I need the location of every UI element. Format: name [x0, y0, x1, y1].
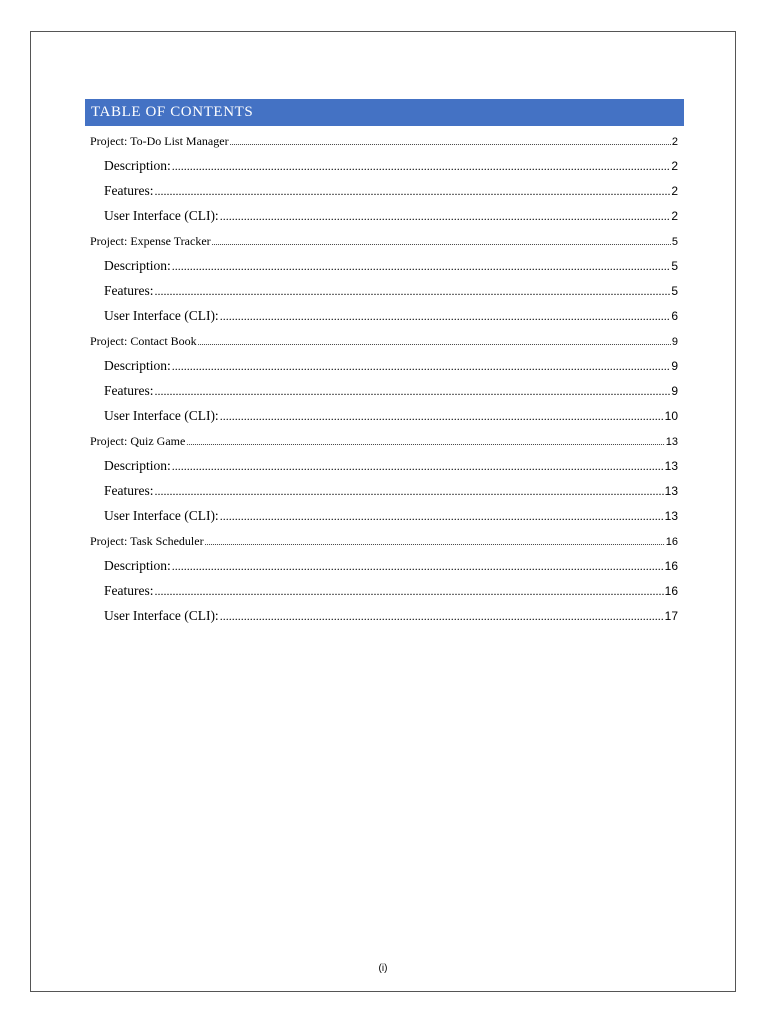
toc-entry[interactable] [90, 557, 678, 582]
toc-entry[interactable] [90, 207, 678, 232]
toc-entry-title: User Interface (CLI): [104, 208, 219, 223]
toc-entry[interactable] [90, 182, 678, 207]
toc-entry-title: Features: [104, 583, 154, 598]
dot-leader [198, 334, 671, 352]
toc-entry[interactable] [90, 132, 678, 157]
toc-entry-page: 13 [664, 459, 678, 473]
toc-entry[interactable] [90, 157, 678, 182]
toc-entry-title: Description: [104, 458, 171, 473]
toc-entry-title: Project: To-Do List Manager [90, 134, 229, 148]
toc-entry-page: 13 [664, 509, 678, 523]
toc-entry-page: 9 [671, 359, 678, 373]
dot-leader [220, 407, 664, 425]
toc-entry[interactable] [90, 232, 678, 257]
toc-entry-page: 13 [665, 436, 678, 448]
toc-entry-page: 10 [664, 409, 678, 423]
toc-entry-title: Features: [104, 183, 154, 198]
toc-entry-page: 5 [671, 236, 678, 248]
toc-entry-page: 9 [671, 336, 678, 348]
toc-entry-page: 9 [671, 384, 678, 398]
toc-entry[interactable] [90, 382, 678, 407]
dot-leader [172, 457, 664, 475]
toc-list [90, 132, 678, 632]
toc-entry[interactable] [90, 332, 678, 357]
toc-entry[interactable] [90, 507, 678, 532]
dot-leader [155, 482, 664, 500]
toc-entry-title: Project: Task Scheduler [90, 534, 204, 548]
dot-leader [230, 134, 671, 152]
toc-entry-page: 5 [671, 259, 678, 273]
toc-entry[interactable] [90, 257, 678, 282]
dot-leader [172, 357, 671, 375]
toc-entry[interactable] [90, 407, 678, 432]
toc-entry[interactable] [90, 307, 678, 332]
toc-entry[interactable] [90, 457, 678, 482]
dot-leader [155, 582, 664, 600]
dot-leader [155, 282, 671, 300]
dot-leader [212, 234, 671, 252]
dot-leader [172, 157, 671, 175]
dot-leader [172, 257, 671, 275]
toc-entry-title: Project: Expense Tracker [90, 234, 211, 248]
toc-entry-title: Description: [104, 358, 171, 373]
toc-entry-page: 17 [664, 609, 678, 623]
dot-leader [205, 534, 665, 552]
document-page [30, 31, 736, 992]
dot-leader [186, 434, 664, 452]
toc-entry-page: 2 [671, 159, 678, 173]
toc-entry-title: User Interface (CLI): [104, 508, 219, 523]
toc-entry-page: 16 [664, 584, 678, 598]
toc-entry-title: Features: [104, 283, 154, 298]
dot-leader [155, 382, 671, 400]
toc-entry-title: Description: [104, 558, 171, 573]
page-number: (i) [378, 963, 388, 974]
dot-leader [220, 307, 671, 325]
toc-entry[interactable] [90, 582, 678, 607]
dot-leader [172, 557, 664, 575]
dot-leader [220, 207, 671, 225]
toc-entry[interactable] [90, 607, 678, 632]
dot-leader [220, 607, 664, 625]
toc-entry-page: 6 [671, 309, 678, 323]
toc-entry-page: 2 [671, 184, 678, 198]
toc-entry-page: 2 [671, 136, 678, 148]
toc-entry[interactable] [90, 282, 678, 307]
toc-entry-title: User Interface (CLI): [104, 408, 219, 423]
toc-entry[interactable] [90, 532, 678, 557]
toc-entry-title: User Interface (CLI): [104, 308, 219, 323]
toc-entry-page: 2 [671, 209, 678, 223]
toc-heading: TABLE OF CONTENTS [85, 99, 684, 126]
toc-entry-title: Description: [104, 158, 171, 173]
toc-entry-title: Description: [104, 258, 171, 273]
toc-entry-page: 16 [664, 559, 678, 573]
toc-entry-page: 13 [664, 484, 678, 498]
dot-leader [220, 507, 664, 525]
toc-entry-title: Features: [104, 383, 154, 398]
toc-entry[interactable] [90, 357, 678, 382]
toc-entry-title: Features: [104, 483, 154, 498]
dot-leader [155, 182, 671, 200]
toc-entry-title: Project: Contact Book [90, 334, 197, 348]
toc-entry[interactable] [90, 482, 678, 507]
toc-entry[interactable] [90, 432, 678, 457]
toc-entry-title: Project: Quiz Game [90, 434, 186, 448]
toc-entry-title: User Interface (CLI): [104, 608, 219, 623]
toc-entry-page: 16 [665, 536, 678, 548]
toc-entry-page: 5 [671, 284, 678, 298]
